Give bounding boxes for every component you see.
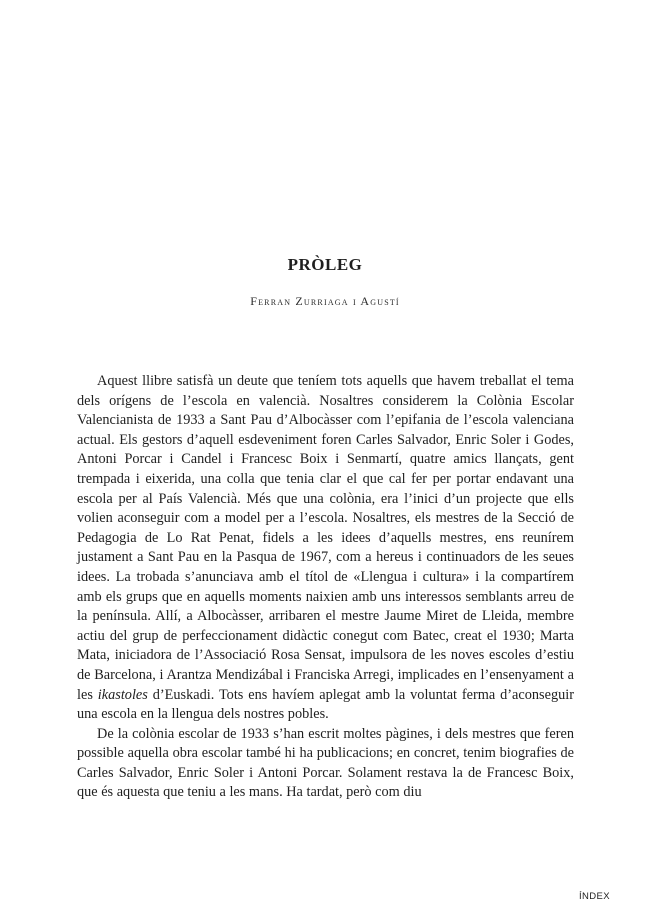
index-link[interactable]: ÍNDEX bbox=[578, 891, 610, 902]
paragraph-2: De la colònia escolar de 1933 s’han escrit moltes pàgines, i dels mestres que feren possible aquella obra escolar també hi ha publicacions; en concret, tenim biografies de Carles Salvador, Enric Soler i Antoni Porcar. Solament restava la de Francesc Boix, que és aquesta que teniu a les mans. Ha tardat, però com diu bbox=[77, 725, 574, 801]
paragraph-1-text-end: d’Euskadi. Tots ens havíem aplegat amb la voluntat ferma d’aconseguir una escola en la llengua dels nostres pobles. bbox=[77, 686, 574, 723]
chapter-title: PRÒLEG bbox=[287, 255, 363, 274]
paragraph-1-text-start: Aquest llibre satisfà un deute que teníem tots aquells que havem treballat el tema dels orígens de l’escola en valencià. Nosaltres considerem la Colònia Escolar Valencianista de 1933 a Sant Pau d’Albocàsser com l’epifania de l’escola valenciana actual. Els gestors d’aquell esdeveniment foren Carles Salvador, Enric Soler i Godes, Antoni Porcar i Candel i Francesc Boix i Senmartí, quatre amics llançats, gent trempada i eixerida, una colla que tenia clar el que cal fer per portar endavant una escola per al País Valencià. Més que una colònia, era l’inici d’un projecte que ells volien aconseguir com a model per a l’escola. Nosaltres, els mestres de la Secció de Pedagogia de Lo Rat Penat, fidels a les idees d’aquells mestres, ens reunírem justament a Sant Pau en la Pasqua de 1967, com a hereus i continuadors de les seues idees. La trobada s’anunciava amb el títol de «Llengua i cultura» i la compartírem amb els grups que en aquells moments naixien amb uns interessos semblants arreu de la península. Allí, a Albocàsser, arribaren el mestre Jaume Miret de Lleida, membre actiu del grup de perfeccionament didàctic conegut com Batec, creat el 1930; Marta Mata, iniciadora de l’Associació Rosa Sensat, impulsora de les noves escoles d’estiu de Barcelona, i Arantza Mendizábal i Franciska Arregi, implicades en l’ensenyament a les bbox=[77, 373, 574, 703]
chapter-author: Ferran Zurriaga i Agustí bbox=[250, 294, 400, 308]
body-text bbox=[77, 372, 574, 803]
paragraph-1 bbox=[77, 372, 574, 725]
paragraph-1-italic-term: ikastoles bbox=[97, 686, 148, 703]
